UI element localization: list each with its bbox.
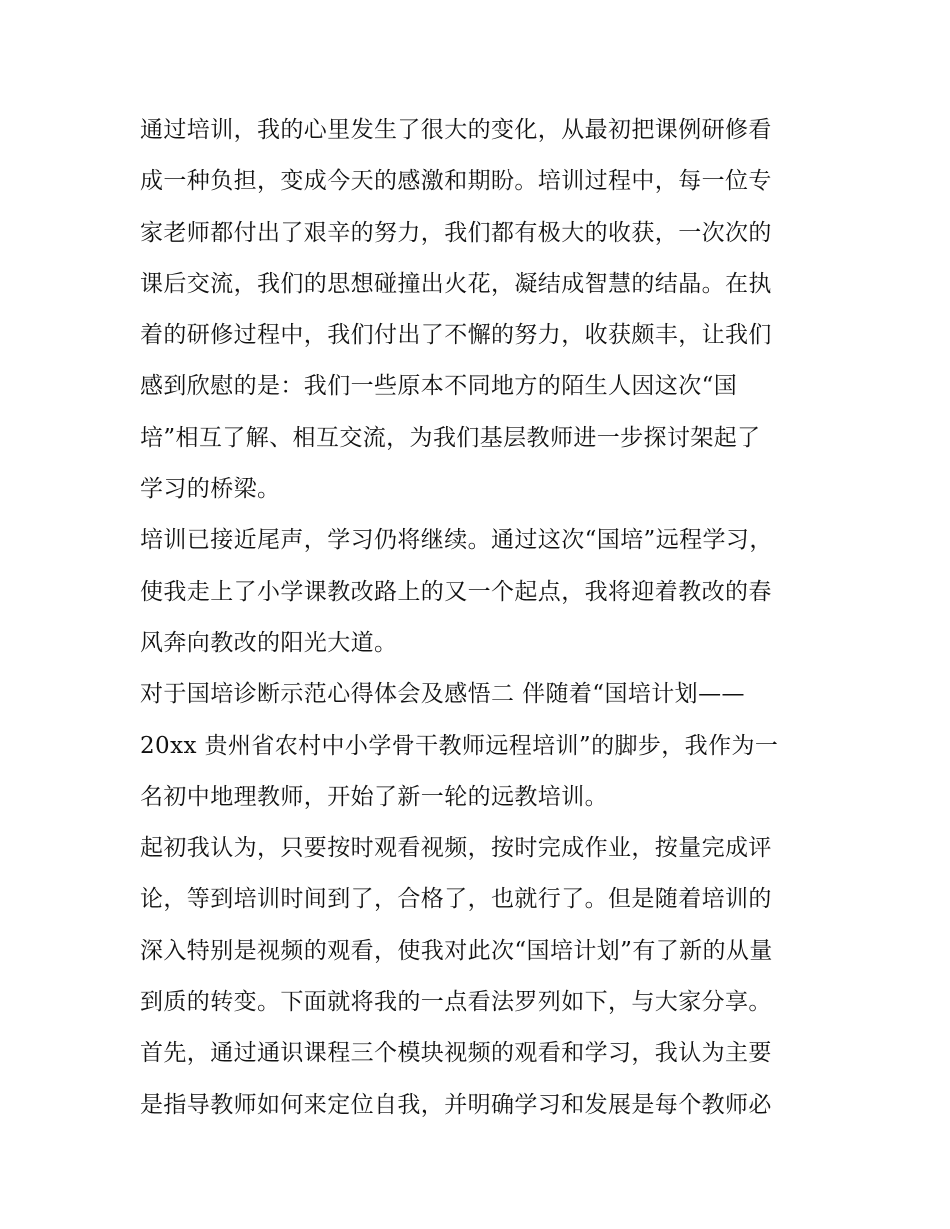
text-line: 对于国培诊断示范心得体会及感悟二 伴随着“国培计划—— (140, 681, 745, 708)
text-line: 课后交流，我们的思想碰撞出火花，凝结成智慧的结晶。在执 (140, 270, 772, 297)
document-body (140, 110, 820, 1136)
text-line: 培”相互了解、相互交流，为我们基层教师进一步探讨架起了 (140, 424, 761, 451)
text-line: 名初中地理教师，开始了新一轮的远教培训。 (140, 783, 608, 810)
text-line: 通过培训，我的心里发生了很大的变化，从最初把课例研修看 (140, 117, 772, 143)
text-line: 学习的桥梁。 (140, 476, 281, 503)
text-line: 论，等到培训时间到了，合格了，也就行了。但是随着培训的 (140, 886, 772, 913)
text-line: 起初我认为，只要按时观看视频，按时完成作业，按量完成评 (140, 835, 772, 862)
text-line: 首先，通过通识课程三个模块视频的观看和学习，我认为主要 (140, 1040, 772, 1067)
text-line: 深入特别是视频的观看，使我对此次“国培计划”有了新的从量 (140, 937, 773, 964)
text-line: 家老师都付出了艰辛的努力，我们都有极大的收获，一次次的 (140, 219, 772, 246)
text-line: 培训已接近尾声，学习仍将继续。通过这次“国培”远程学习， (140, 527, 773, 554)
text-line: 感到欣慰的是：我们一些原本不同地方的陌生人因这次“国 (140, 373, 738, 400)
text-line: 是指导教师如何来定位自我，并明确学习和发展是每个教师必 (140, 1091, 772, 1118)
text-line: 成一种负担，变成今天的感激和期盼。培训过程中，每一位专 (140, 168, 772, 195)
text-line: 着的研修过程中，我们付出了不懈的努力，收获颇丰，让我们 (140, 322, 772, 349)
text-line: 使我走上了小学课教改路上的又一个起点，我将迎着教改的春 (140, 578, 772, 605)
text-line: 20xx 贵州省农村中小学骨干教师远程培训”的脚步，我作为一 (140, 732, 779, 759)
text-line: 风奔向教改的阳光大道。 (140, 629, 398, 656)
text-line: 到质的转变。下面就将我的一点看法罗列如下，与大家分享。 (140, 989, 772, 1016)
